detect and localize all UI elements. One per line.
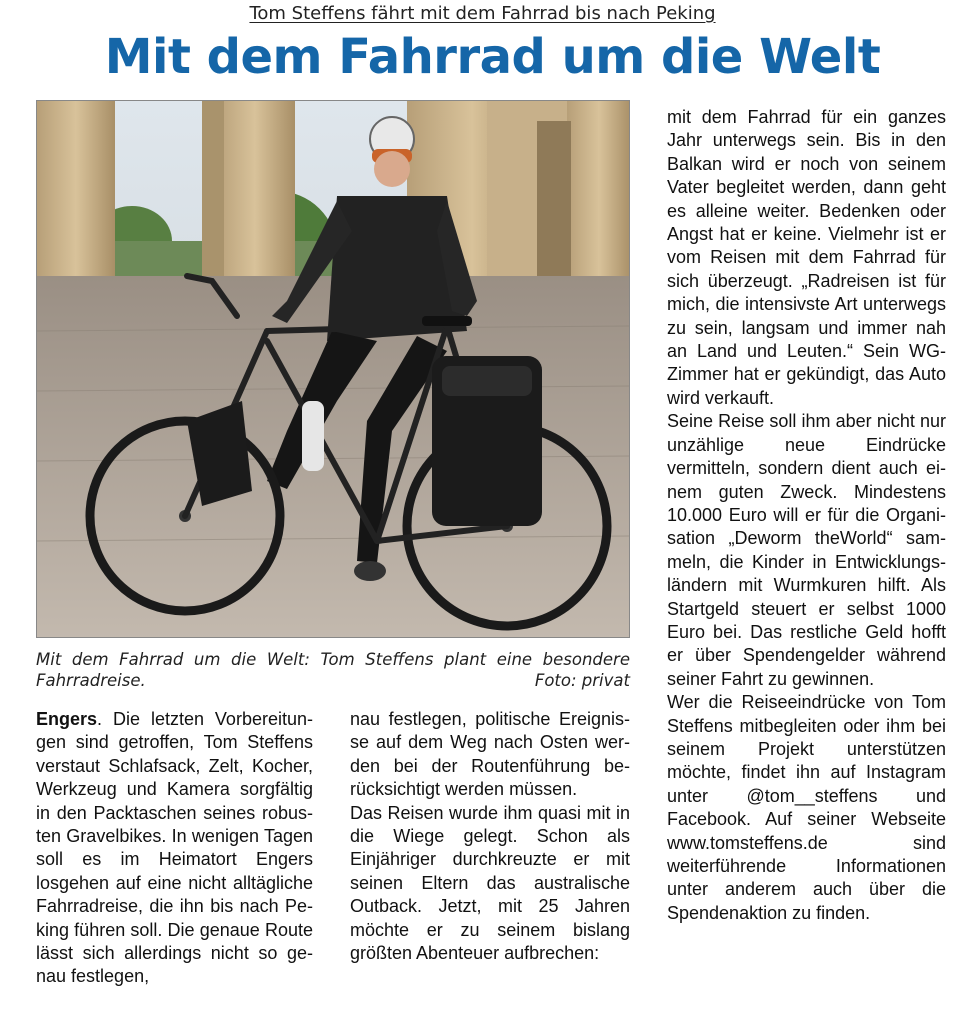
- article-headline: Mit dem Fahrrad um die Welt: [104, 29, 881, 85]
- dateline: Engers: [36, 709, 98, 729]
- caption-text-end: Fahrradreise.: [36, 671, 146, 690]
- article-kicker: Tom Steffens fährt mit dem Fahrrad bis nach Peking: [249, 3, 716, 24]
- caption-line-1: Mit dem Fahrrad um die Welt: Tom Steffens plant eine besondere: [36, 650, 630, 669]
- article-photo: [36, 100, 630, 638]
- article-column-1: [36, 708, 313, 989]
- caption-line-2: [36, 670, 630, 691]
- column-3-paragraph-2: Seine Reise soll ihm aber nicht nur unzählige neue Eindrücke vermitteln, sondern dient auch einem guten Zweck. Mindestens 10.000 Euro will er für die Organisation „Deworm theWorld“ sammeln, die Kinder in Entwicklungsländern mit Wurmkuren hilft. Als Startgeld steuert er selbst 1000 Euro bei. Das restliche Geld hofft er über Spendengelder während seiner Fahrt zu gewinnen.: [667, 411, 946, 689]
- lead-paragraph: [36, 708, 313, 989]
- column-2-paragraph-1: nau festlegen, politische Ereignisse auf dem Weg nach Osten werden bei der Routenführung berücksichtigt werden müssen.: [350, 709, 630, 800]
- column-3-paragraph-1: mit dem Fahrrad für ein ganzes Jahr unterwegs sein. Bis in den Balkan wird er noch von seinem Vater begleitet werden, dann geht es alleine weiter. Bedenken oder Angst hat er keine. Vielmehr ist er vom Reisen mit dem Fahrrad für sich überzeugt. „Radreisen ist für mich, die intensivste Art unterwegs zu sein, langsam und immer nah an Land und Leuten.“ Sein WG-Zimmer hat er gekündigt, das Auto wird verkauft.: [667, 107, 946, 408]
- column-1-text: . Die letzten Vorbereitungen sind getroffen, Tom Steffens verstaut Schlafsack, Zelt, Kocher, Werkzeug und Kamera sorgfältig in den Packtaschen seines robusten Gravelbikes. In wenigen Tagen soll es im Heimatort Engers losgehen auf eine nicht alltägliche Fahrradreise, die ihn bis nach Peking führen soll. Die genaue Route lässt sich allerdings nicht so genau festlegen,: [36, 709, 313, 987]
- photo-caption: [36, 649, 630, 691]
- column-2-paragraph-2: Das Reisen wurde ihm quasi mit in die Wiege gelegt. Schon als Einjähriger durchkreuzte er mit seinen Eltern das australische Outback. Jetzt, mit 25 Jahren möchte er zu seinem bislang größten Abenteuer aufbrechen:: [350, 802, 630, 964]
- column-3-paragraph-3: Wer die Reiseeindrücke von Tom Steffens mitbegleiten oder ihm bei seinem Projekt unterstützen möchte, findet ihn auf Instagram unter @tom__steffens und Facebook. Auf seiner Webseite www.tomsteffens.de sind weiterführende Informationen unter anderem auch über die Spendenaktion zu finden.: [667, 692, 946, 923]
- article-column-2: [350, 708, 630, 965]
- photo-credit: Foto: privat: [534, 671, 630, 690]
- article-column-3: [667, 106, 946, 925]
